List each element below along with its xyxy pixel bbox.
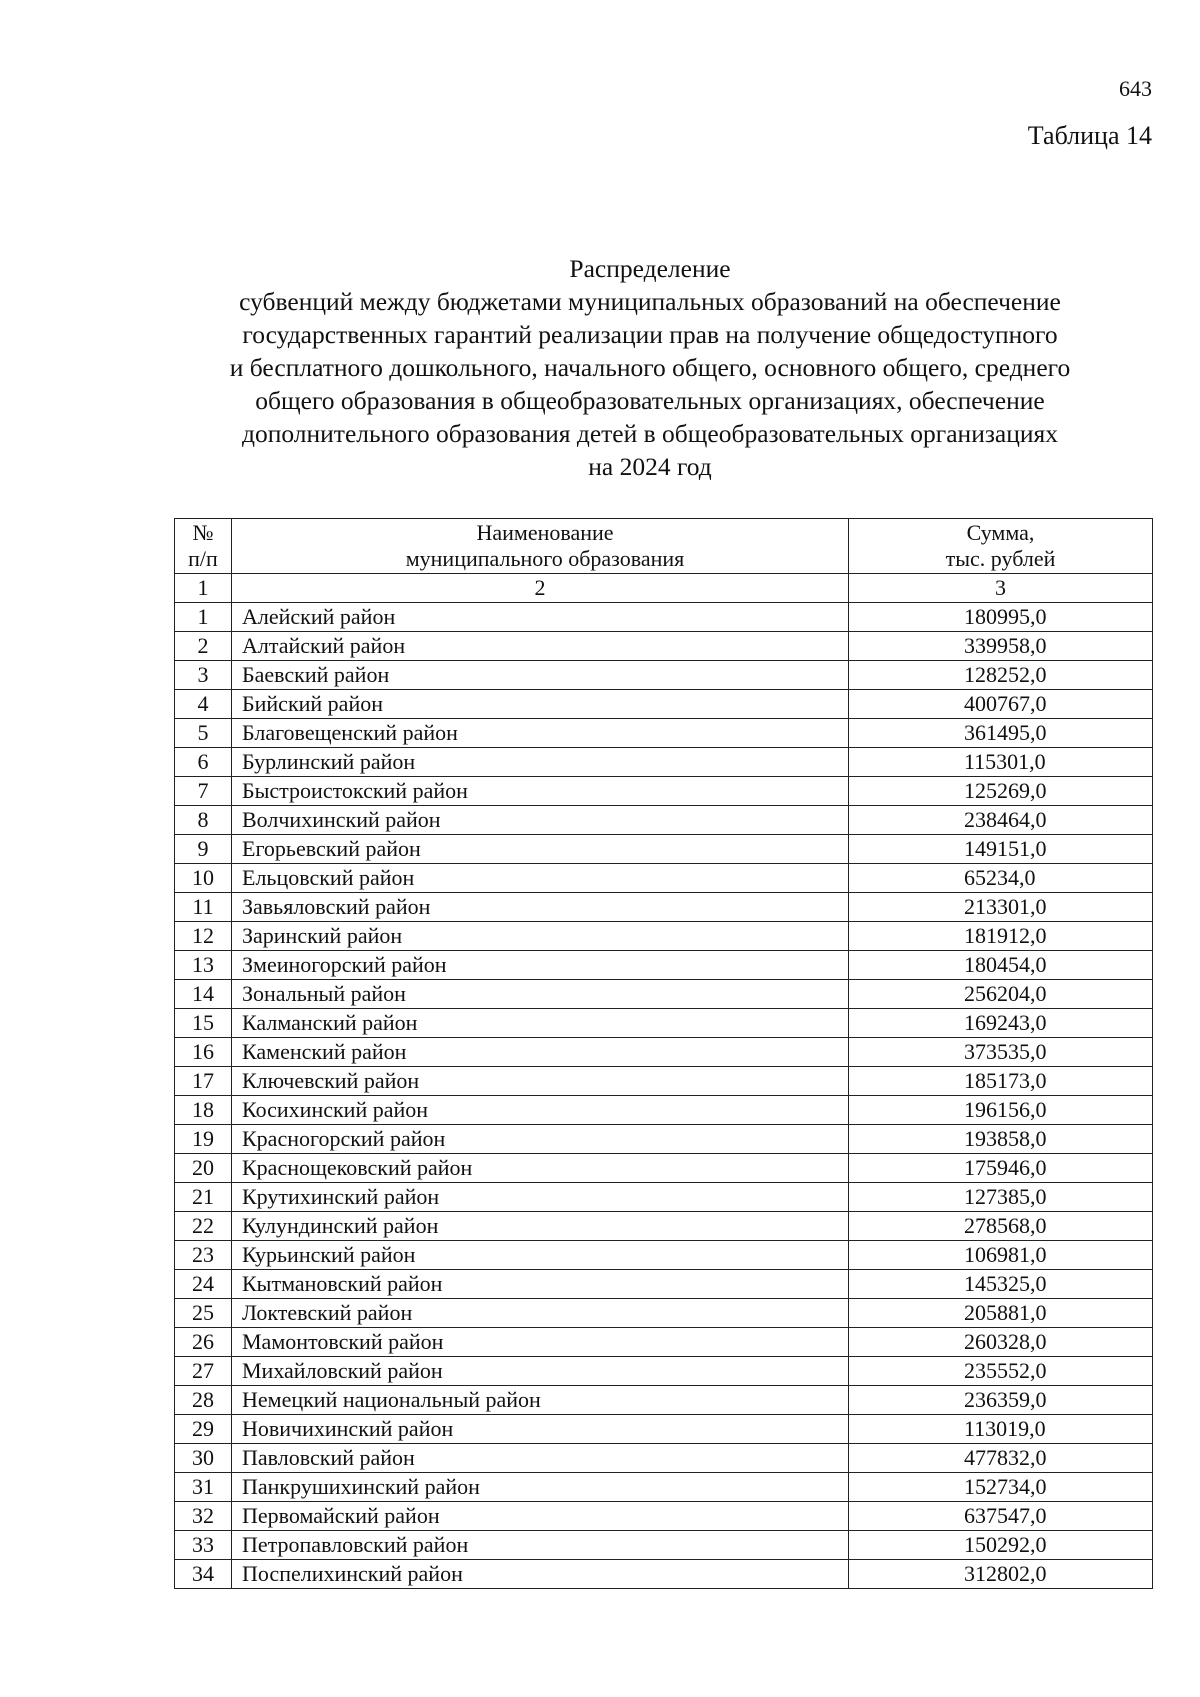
row-sum: 115301,0: [849, 748, 1153, 777]
table-row: [175, 1473, 1153, 1502]
header-name: Наименование муниципального образования: [232, 519, 849, 574]
table-body: [175, 603, 1153, 1589]
row-sum: 278568,0: [849, 1212, 1153, 1241]
row-name: Бийский район: [232, 690, 849, 719]
row-number: 1: [175, 603, 232, 632]
row-name: Баевский район: [232, 661, 849, 690]
row-sum: 312802,0: [849, 1560, 1153, 1589]
row-name: Павловский район: [232, 1444, 849, 1473]
row-sum: 169243,0: [849, 1009, 1153, 1038]
row-number: 4: [175, 690, 232, 719]
column-index: 2: [232, 574, 849, 603]
table-row: [175, 951, 1153, 980]
table-row: [175, 1038, 1153, 1067]
row-number: 23: [175, 1241, 232, 1270]
table-row: [175, 1270, 1153, 1299]
row-sum: 180454,0: [849, 951, 1153, 980]
table-row: [175, 1212, 1153, 1241]
table-row: [175, 1241, 1153, 1270]
row-name: Локтевский район: [232, 1299, 849, 1328]
row-sum: 106981,0: [849, 1241, 1153, 1270]
page-number: 643: [1119, 76, 1152, 101]
row-number: 30: [175, 1444, 232, 1473]
row-name: Косихинский район: [232, 1096, 849, 1125]
row-name: Завьяловский район: [232, 893, 849, 922]
row-name: Благовещенский район: [232, 719, 849, 748]
row-number: 5: [175, 719, 232, 748]
heading-line: общего образования в общеобразовательных организациях, обеспечение: [255, 386, 1045, 415]
row-name: Немецкий национальный район: [232, 1386, 849, 1415]
row-sum: 185173,0: [849, 1067, 1153, 1096]
row-sum: 193858,0: [849, 1125, 1153, 1154]
row-name: Каменский район: [232, 1038, 849, 1067]
row-number: 10: [175, 864, 232, 893]
table-row: [175, 690, 1153, 719]
row-sum: 175946,0: [849, 1154, 1153, 1183]
row-name: Зональный район: [232, 980, 849, 1009]
row-number: 18: [175, 1096, 232, 1125]
row-sum: 400767,0: [849, 690, 1153, 719]
row-name: Красногорский район: [232, 1125, 849, 1154]
table-row: [175, 864, 1153, 893]
document-heading: [150, 252, 1150, 483]
row-sum: 145325,0: [849, 1270, 1153, 1299]
row-name: Панкрушихинский район: [232, 1473, 849, 1502]
table-row: [175, 893, 1153, 922]
table-row: [175, 1357, 1153, 1386]
table-row: [175, 661, 1153, 690]
row-sum: 150292,0: [849, 1531, 1153, 1560]
table-row: [175, 922, 1153, 951]
row-number: 26: [175, 1328, 232, 1357]
table-row: [175, 748, 1153, 777]
row-sum: 339958,0: [849, 632, 1153, 661]
row-sum: 128252,0: [849, 661, 1153, 690]
table-row: [175, 1415, 1153, 1444]
row-sum: 65234,0: [849, 864, 1153, 893]
row-sum: 113019,0: [849, 1415, 1153, 1444]
table-row: [175, 1096, 1153, 1125]
row-name: Крутихинский район: [232, 1183, 849, 1212]
row-number: 21: [175, 1183, 232, 1212]
table-row: [175, 1502, 1153, 1531]
row-sum: 125269,0: [849, 777, 1153, 806]
table-row: [175, 1531, 1153, 1560]
header-sum: Сумма, тыс. рублей: [849, 519, 1153, 574]
table-row: [175, 603, 1153, 632]
row-name: Кытмановский район: [232, 1270, 849, 1299]
row-name: Ключевский район: [232, 1067, 849, 1096]
row-number: 11: [175, 893, 232, 922]
row-number: 22: [175, 1212, 232, 1241]
row-number: 15: [175, 1009, 232, 1038]
row-sum: 127385,0: [849, 1183, 1153, 1212]
table-row: [175, 1154, 1153, 1183]
table-row: [175, 980, 1153, 1009]
row-number: 20: [175, 1154, 232, 1183]
row-number: 8: [175, 806, 232, 835]
row-number: 6: [175, 748, 232, 777]
row-name: Поспелихинский район: [232, 1560, 849, 1589]
heading-line: Распределение: [569, 254, 731, 283]
row-name: Волчихинский район: [232, 806, 849, 835]
row-sum: 235552,0: [849, 1357, 1153, 1386]
row-sum: 361495,0: [849, 719, 1153, 748]
table-header-row: [175, 519, 1153, 574]
table-row: [175, 806, 1153, 835]
row-sum: 180995,0: [849, 603, 1153, 632]
table-row: [175, 1560, 1153, 1589]
row-number: 7: [175, 777, 232, 806]
row-name: Кулундинский район: [232, 1212, 849, 1241]
row-number: 9: [175, 835, 232, 864]
row-number: 2: [175, 632, 232, 661]
row-sum: 196156,0: [849, 1096, 1153, 1125]
row-number: 19: [175, 1125, 232, 1154]
table-row: [175, 777, 1153, 806]
header-number: № п/п: [175, 519, 232, 574]
table-row: [175, 1328, 1153, 1357]
table-row: [175, 719, 1153, 748]
row-number: 27: [175, 1357, 232, 1386]
column-index: 3: [849, 574, 1153, 603]
table-row: [175, 1386, 1153, 1415]
table-row: [175, 1183, 1153, 1212]
row-name: Михайловский район: [232, 1357, 849, 1386]
row-name: Калманский район: [232, 1009, 849, 1038]
table-row: [175, 1009, 1153, 1038]
table-row: [175, 1125, 1153, 1154]
row-name: Бурлинский район: [232, 748, 849, 777]
table-label: Таблица 14: [1027, 121, 1152, 150]
heading-line: и бесплатного дошкольного, начального общего, основного общего, среднего: [229, 353, 1071, 382]
row-sum: 152734,0: [849, 1473, 1153, 1502]
row-name: Егорьевский район: [232, 835, 849, 864]
row-sum: 181912,0: [849, 922, 1153, 951]
heading-line: государственных гарантий реализации прав на получение общедоступного: [242, 320, 1058, 349]
row-sum: 260328,0: [849, 1328, 1153, 1357]
row-name: Курьинский район: [232, 1241, 849, 1270]
row-sum: 256204,0: [849, 980, 1153, 1009]
row-name: Змеиногорский район: [232, 951, 849, 980]
subvention-table: [174, 518, 1153, 1589]
row-sum: 373535,0: [849, 1038, 1153, 1067]
row-number: 33: [175, 1531, 232, 1560]
column-index-row: [175, 574, 1153, 603]
row-name: Заринский район: [232, 922, 849, 951]
row-number: 13: [175, 951, 232, 980]
row-name: Алейский район: [232, 603, 849, 632]
row-sum: 213301,0: [849, 893, 1153, 922]
row-number: 29: [175, 1415, 232, 1444]
table-row: [175, 1444, 1153, 1473]
row-sum: 637547,0: [849, 1502, 1153, 1531]
row-number: 17: [175, 1067, 232, 1096]
row-number: 25: [175, 1299, 232, 1328]
row-number: 34: [175, 1560, 232, 1589]
row-sum: 149151,0: [849, 835, 1153, 864]
row-number: 32: [175, 1502, 232, 1531]
row-sum: 205881,0: [849, 1299, 1153, 1328]
table-row: [175, 1299, 1153, 1328]
row-number: 12: [175, 922, 232, 951]
row-name: Мамонтовский район: [232, 1328, 849, 1357]
row-number: 31: [175, 1473, 232, 1502]
row-name: Краснощековский район: [232, 1154, 849, 1183]
row-number: 16: [175, 1038, 232, 1067]
row-name: Алтайский район: [232, 632, 849, 661]
row-name: Первомайский район: [232, 1502, 849, 1531]
row-name: Новичихинский район: [232, 1415, 849, 1444]
row-name: Быстроистокский район: [232, 777, 849, 806]
row-number: 24: [175, 1270, 232, 1299]
row-number: 14: [175, 980, 232, 1009]
column-index: 1: [175, 574, 232, 603]
table-row: [175, 835, 1153, 864]
heading-line: дополнительного образования детей в общеобразовательных организациях: [242, 419, 1058, 448]
table-row: [175, 1067, 1153, 1096]
row-sum: 477832,0: [849, 1444, 1153, 1473]
row-name: Петропавловский район: [232, 1531, 849, 1560]
table-row: [175, 632, 1153, 661]
row-number: 3: [175, 661, 232, 690]
row-sum: 236359,0: [849, 1386, 1153, 1415]
heading-line: субвенций между бюджетами муниципальных образований на обеспечение: [239, 287, 1061, 316]
heading-line: на 2024 год: [588, 452, 712, 481]
row-number: 28: [175, 1386, 232, 1415]
row-name: Ельцовский район: [232, 864, 849, 893]
row-sum: 238464,0: [849, 806, 1153, 835]
